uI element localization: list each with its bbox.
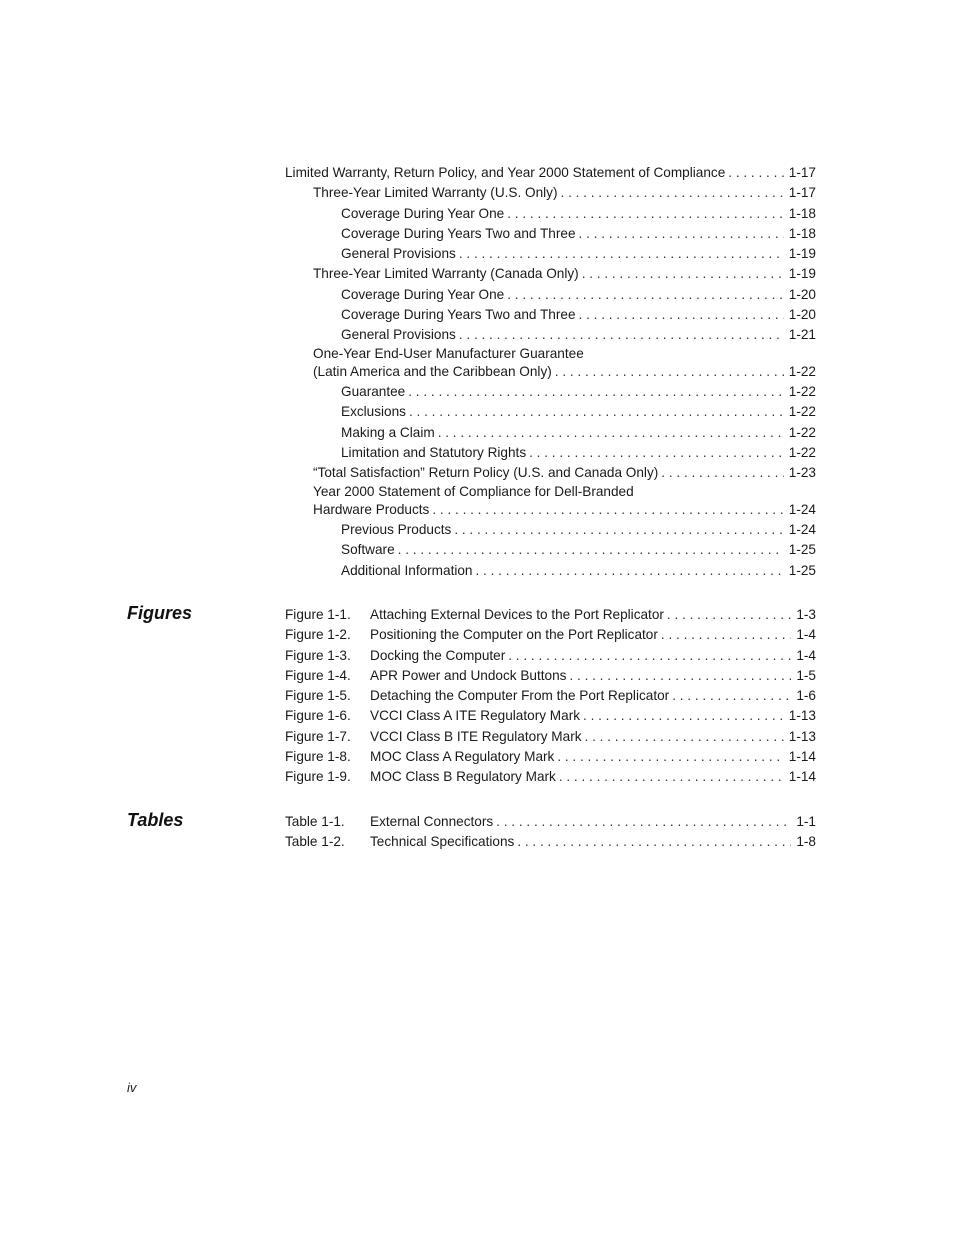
toc-entry [285, 183, 816, 203]
entry-title: Coverage During Year One [341, 286, 505, 302]
entry-page-number: 1-5 [796, 667, 816, 683]
dot-leader [557, 747, 783, 767]
entry-number: Figure 1-5. [285, 688, 351, 704]
dot-leader [559, 767, 784, 787]
toc-entry [285, 561, 816, 581]
dot-leader [517, 832, 791, 852]
entry-page-number: 1-14 [788, 769, 816, 785]
dot-leader [569, 666, 791, 686]
entry-title: (Latin America and the Caribbean Only) [313, 363, 552, 379]
entry-title: External Connectors [370, 814, 494, 829]
entry-page-number: 1-6 [796, 688, 816, 704]
figures-heading: Figures [127, 603, 193, 623]
dot-leader [583, 706, 784, 726]
entry-page-number: 1-21 [788, 327, 816, 343]
toc-entry [285, 423, 816, 443]
entry-page-number: 1-3 [796, 607, 816, 622]
entry-title: MOC Class A Regulatory Mark [370, 749, 555, 765]
entry-number: Figure 1-6. [285, 708, 351, 724]
entry-page-number: 1-24 [788, 522, 816, 538]
entry-number: Figure 1-2. [285, 627, 351, 643]
dot-leader [728, 163, 784, 183]
entry-number: Figure 1-7. [285, 728, 351, 744]
entry-title: Software [341, 542, 395, 558]
entry-page-number: 1-25 [788, 542, 816, 558]
entry-title: APR Power and Undock Buttons [370, 667, 567, 683]
dot-leader [579, 305, 784, 325]
dot-leader [582, 264, 784, 284]
entry-title: Limitation and Statutory Rights [341, 445, 527, 461]
list-of-tables [285, 812, 816, 853]
entry-title: VCCI Class B ITE Regulatory Mark [370, 728, 582, 744]
toc-entry [285, 346, 816, 383]
toc-contents-list [285, 163, 816, 581]
entry-number: Table 1-2. [285, 834, 345, 850]
dot-leader [454, 520, 783, 540]
entry-page-number: 1-19 [788, 246, 816, 262]
tables-heading: Tables [127, 810, 184, 830]
entry-page-number: 1-13 [788, 708, 816, 724]
toc-entry [285, 163, 816, 183]
dot-leader [459, 325, 784, 345]
entry-title: Previous Products [341, 522, 452, 538]
figure-entry [285, 767, 816, 787]
entry-title: Exclusions [341, 404, 406, 420]
entry-title: Coverage During Years Two and Three [341, 307, 576, 323]
entry-title: VCCI Class A ITE Regulatory Mark [370, 708, 581, 724]
entry-title-line1: Year 2000 Statement of Compliance for Dell-Branded [313, 483, 634, 499]
figure-entry [285, 625, 816, 645]
entry-title: Docking the Computer [370, 647, 506, 663]
entry-number: Figure 1-3. [285, 647, 351, 663]
entry-title: Guarantee [341, 384, 406, 400]
entry-number: Figure 1-9. [285, 769, 351, 785]
entry-page-number: 1-17 [788, 165, 816, 180]
entry-page-number: 1-18 [788, 205, 816, 221]
entry-page-number: 1-24 [788, 501, 816, 517]
dot-leader [667, 605, 791, 625]
entry-title: “Total Satisfaction” Return Policy (U.S. and Canada Only) [313, 465, 659, 481]
entry-page-number: 1-22 [788, 404, 816, 420]
entry-page-number: 1-22 [788, 445, 816, 461]
toc-entry [285, 443, 816, 463]
figure-entry [285, 727, 816, 747]
page-folio: iv [127, 1080, 137, 1095]
dot-leader [408, 382, 784, 402]
entry-title: Attaching External Devices to the Port Replicator [370, 607, 664, 622]
entry-page-number: 1-14 [788, 749, 816, 765]
entry-title: MOC Class B Regulatory Mark [370, 769, 556, 785]
dot-leader [459, 244, 784, 264]
entry-title: Limited Warranty, Return Policy, and Year 2000 Statement of Compliance [285, 165, 726, 180]
entry-page-number: 1-13 [788, 728, 816, 744]
toc-entry [285, 264, 816, 284]
toc-entry [285, 463, 816, 483]
dot-leader [409, 402, 784, 422]
figure-entry [285, 605, 816, 625]
toc-entry [285, 520, 816, 540]
entry-page-number: 1-4 [796, 647, 816, 663]
dot-leader [475, 561, 783, 581]
entry-title: Additional Information [341, 562, 473, 578]
figure-entry [285, 747, 816, 767]
dot-leader [507, 204, 784, 224]
entry-page-number: 1-4 [796, 627, 816, 643]
dot-leader [507, 285, 784, 305]
dot-leader [508, 646, 791, 666]
table-entry [285, 812, 816, 832]
entry-title: Three-Year Limited Warranty (U.S. Only) [313, 185, 558, 201]
dot-leader [561, 183, 784, 203]
entry-title: Hardware Products [313, 501, 430, 517]
entry-title: Detaching the Computer From the Port Replicator [370, 688, 670, 704]
dot-leader [585, 727, 784, 747]
figure-entry [285, 686, 816, 706]
dot-leader [661, 463, 784, 483]
toc-entry [285, 305, 816, 325]
dot-leader [432, 500, 783, 520]
entry-page-number: 1-23 [788, 465, 816, 481]
toc-entry [285, 285, 816, 305]
entry-title-line1: One-Year End-User Manufacturer Guarantee [313, 345, 584, 361]
toc-entry [285, 382, 816, 402]
toc-entry [285, 204, 816, 224]
entry-number: Figure 1-8. [285, 749, 351, 765]
figure-entry [285, 666, 816, 686]
dot-leader [579, 224, 784, 244]
entry-number: Table 1-1. [285, 814, 345, 829]
toc-entry [285, 540, 816, 560]
entry-page-number: 1-19 [788, 266, 816, 282]
figure-entry [285, 646, 816, 666]
entry-title: Coverage During Years Two and Three [341, 225, 576, 241]
toc-entry [285, 224, 816, 244]
entry-page-number: 1-20 [788, 307, 816, 323]
dot-leader [496, 812, 791, 832]
entry-page-number: 1-22 [788, 424, 816, 440]
figure-entry [285, 706, 816, 726]
dot-leader [398, 540, 784, 560]
dot-leader [661, 625, 791, 645]
entry-number: Figure 1-1. [285, 607, 351, 622]
entry-title: Coverage During Year One [341, 205, 505, 221]
entry-page-number: 1-20 [788, 286, 816, 302]
dot-leader [438, 423, 784, 443]
entry-title: Making a Claim [341, 424, 435, 440]
entry-title: Three-Year Limited Warranty (Canada Only) [313, 266, 579, 282]
table-entry [285, 832, 816, 852]
entry-page-number: 1-8 [796, 834, 816, 850]
toc-entry [285, 484, 816, 521]
entry-page-number: 1-22 [788, 384, 816, 400]
entry-page-number: 1-17 [788, 185, 816, 201]
entry-page-number: 1-1 [796, 814, 816, 829]
entry-page-number: 1-25 [788, 562, 816, 578]
dot-leader [529, 443, 784, 463]
entry-page-number: 1-22 [788, 363, 816, 379]
list-of-figures [285, 605, 816, 788]
entry-title: Technical Specifications [370, 834, 515, 850]
entry-title: General Provisions [341, 327, 456, 343]
entry-title: Positioning the Computer on the Port Replicator [370, 627, 658, 643]
dot-leader [672, 686, 791, 706]
dot-leader [555, 362, 784, 382]
toc-entry [285, 402, 816, 422]
toc-entry [285, 244, 816, 264]
entry-page-number: 1-18 [788, 225, 816, 241]
entry-title: General Provisions [341, 246, 456, 262]
entry-number: Figure 1-4. [285, 667, 351, 683]
toc-entry [285, 325, 816, 345]
